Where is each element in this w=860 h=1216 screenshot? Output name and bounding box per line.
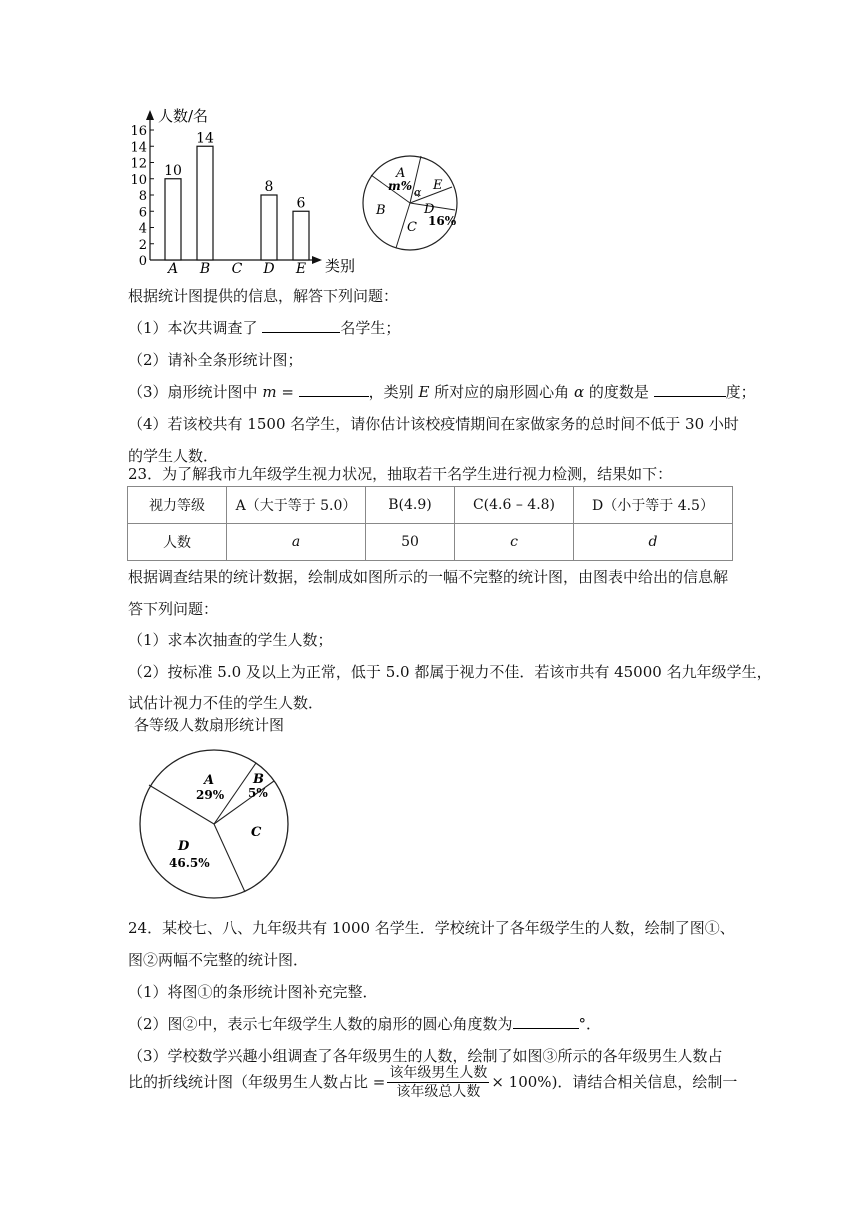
- pie2-label-B: B: [253, 772, 264, 787]
- q22-part4-line1: （4）若该校共有 1500 名学生，请你估计该校疫情期间在家做家务的总时间不低于 30 小时: [128, 415, 739, 433]
- pie-chart-1: [360, 155, 465, 255]
- fraction-denominator: 该年级总人数: [396, 1083, 481, 1100]
- q22-part3: （3）扇形统计图中 m = ，类别 E 所对应的扇形圆心角 α 的度数是 度；: [128, 383, 756, 401]
- bar: [293, 211, 309, 260]
- pie2-label-A: A: [204, 773, 215, 788]
- answer-blank: [262, 318, 340, 333]
- pie1-annotation-alpha: α: [414, 186, 422, 199]
- pie1-label-D: D: [424, 202, 435, 217]
- bar-chart-xlabel: 类别: [325, 257, 356, 275]
- pie2-label-D: D: [178, 839, 190, 854]
- pie2-label-C: C: [251, 825, 262, 840]
- q24-stem-line2: 图②两幅不完整的统计图．: [128, 951, 309, 969]
- bar: [165, 179, 181, 260]
- q22-intro: 根据统计图提供的信息，解答下列问题：: [128, 287, 399, 305]
- pie1-label-E: E: [433, 178, 443, 193]
- y-tick-label: 0: [138, 254, 147, 269]
- q23-part1: （1）求本次抽查的学生人数；: [128, 631, 333, 649]
- table-cell: d: [574, 524, 733, 561]
- answer-blank: [513, 1014, 579, 1029]
- answer-blank: [299, 382, 369, 397]
- y-tick-label: 10: [130, 172, 147, 188]
- x-axis-arrow: [312, 256, 322, 264]
- q22-part4-line2: 的学生人数．: [128, 447, 219, 465]
- pie1-label-C: C: [407, 220, 417, 235]
- table-cell: a: [227, 524, 366, 561]
- pie2-value-A: 29%: [196, 788, 225, 802]
- pie1-label-A: A: [396, 166, 406, 181]
- bar: [197, 146, 213, 260]
- x-category-label: E: [295, 261, 307, 277]
- pie2-value-D: 46.5%: [169, 856, 210, 870]
- bar-chart-ylabel: 人数/名: [158, 107, 209, 125]
- table-header-cell: C(4.6 – 4.8): [455, 487, 574, 524]
- bar-chart-bars: [164, 130, 309, 260]
- bar-value-label: 8: [264, 179, 274, 195]
- q24-part3-line2: 比的折线统计图（年级男生人数占比 = $\frac{\text{该年级男生人数}}{\text{该年级总人数}}$ × 100%)．请结合相关信息，绘制一: [128, 1064, 738, 1100]
- table-cell: 50: [366, 524, 455, 561]
- x-category-label: B: [199, 261, 211, 277]
- y-axis-arrow: [146, 110, 154, 120]
- pie1-label-B: B: [376, 203, 386, 218]
- x-category-label: C: [231, 261, 243, 277]
- table-header-cell: A（大于等于 5.0）: [227, 487, 366, 524]
- q23-part2-line1: （2）按标准 5.0 及以上为正常，低于 5.0 都属于视力不佳．若该市共有 45000 名九年级学生，: [128, 663, 772, 681]
- bar-value-label: 10: [164, 162, 182, 179]
- y-tick-label: 8: [138, 189, 147, 204]
- bar-chart: [128, 100, 368, 280]
- table-header-cell: D（小于等于 4.5）: [574, 487, 733, 524]
- bar-value-label: 14: [196, 130, 214, 147]
- table-header-cell: 视力等级: [128, 487, 227, 524]
- q23-after-line2: 答下列问题：: [128, 600, 219, 618]
- q23-part2-line2: 试估计视力不佳的学生人数．: [128, 694, 324, 712]
- pie2-divider: [214, 824, 245, 892]
- pie2-title: 各等级人数扇形统计图: [134, 716, 285, 734]
- table-cell: c: [455, 524, 574, 561]
- q24-part1: （1）将图①的条形统计图补充完整．: [128, 983, 378, 1001]
- y-tick-label: 16: [130, 124, 147, 139]
- q23-after-line1: 根据调查结果的统计数据，绘制成如图所示的一幅不完整的统计图，由图表中给出的信息解: [128, 568, 729, 586]
- bar-value-label: 6: [296, 195, 306, 212]
- pie1-annotation-m: m%: [388, 179, 413, 193]
- y-tick-label: 12: [130, 156, 147, 172]
- y-tick-label: 14: [130, 140, 147, 156]
- fraction: [387, 1064, 489, 1101]
- q24-stem-line1: 24．某校七、八、九年级共有 1000 名学生．学校统计了各年级学生的人数，绘制了图①、: [128, 919, 735, 937]
- table-row: [128, 487, 733, 524]
- q22-part2: （2）请补全条形统计图；: [128, 351, 303, 369]
- bar-chart-xlabels: [166, 261, 306, 277]
- x-category-label: A: [167, 261, 179, 277]
- x-category-label: D: [263, 261, 275, 277]
- y-tick-label: 4: [138, 221, 147, 237]
- table-cell: 人数: [128, 524, 227, 561]
- pie-chart-2: [138, 748, 290, 900]
- table-row: [128, 524, 733, 561]
- y-tick-label: 2: [138, 237, 147, 253]
- table-header-cell: B(4.9): [366, 487, 455, 524]
- vision-table: [127, 486, 733, 561]
- fraction-numerator: 该年级男生人数: [389, 1064, 488, 1081]
- pie1-annotation-16: 16%: [428, 214, 457, 228]
- q24-part2: （2）图②中，表示七年级学生人数的扇形的圆心角度数为 °．: [128, 1015, 602, 1033]
- y-tick-label: 6: [138, 205, 147, 221]
- q24-part3-line1: （3）学校数学兴趣小组调查了各年级男生的人数，绘制了如图③所示的各年级男生人数占: [128, 1047, 723, 1065]
- q23-stem: 23．为了解我市九年级学生视力状况，抽取若干名学生进行视力检测，结果如下：: [128, 465, 673, 483]
- bar: [261, 195, 277, 260]
- q22-part1: （1）本次共调查了 名学生；: [128, 319, 401, 337]
- answer-blank: [654, 382, 726, 397]
- pie2-value-B: 5%: [248, 786, 268, 800]
